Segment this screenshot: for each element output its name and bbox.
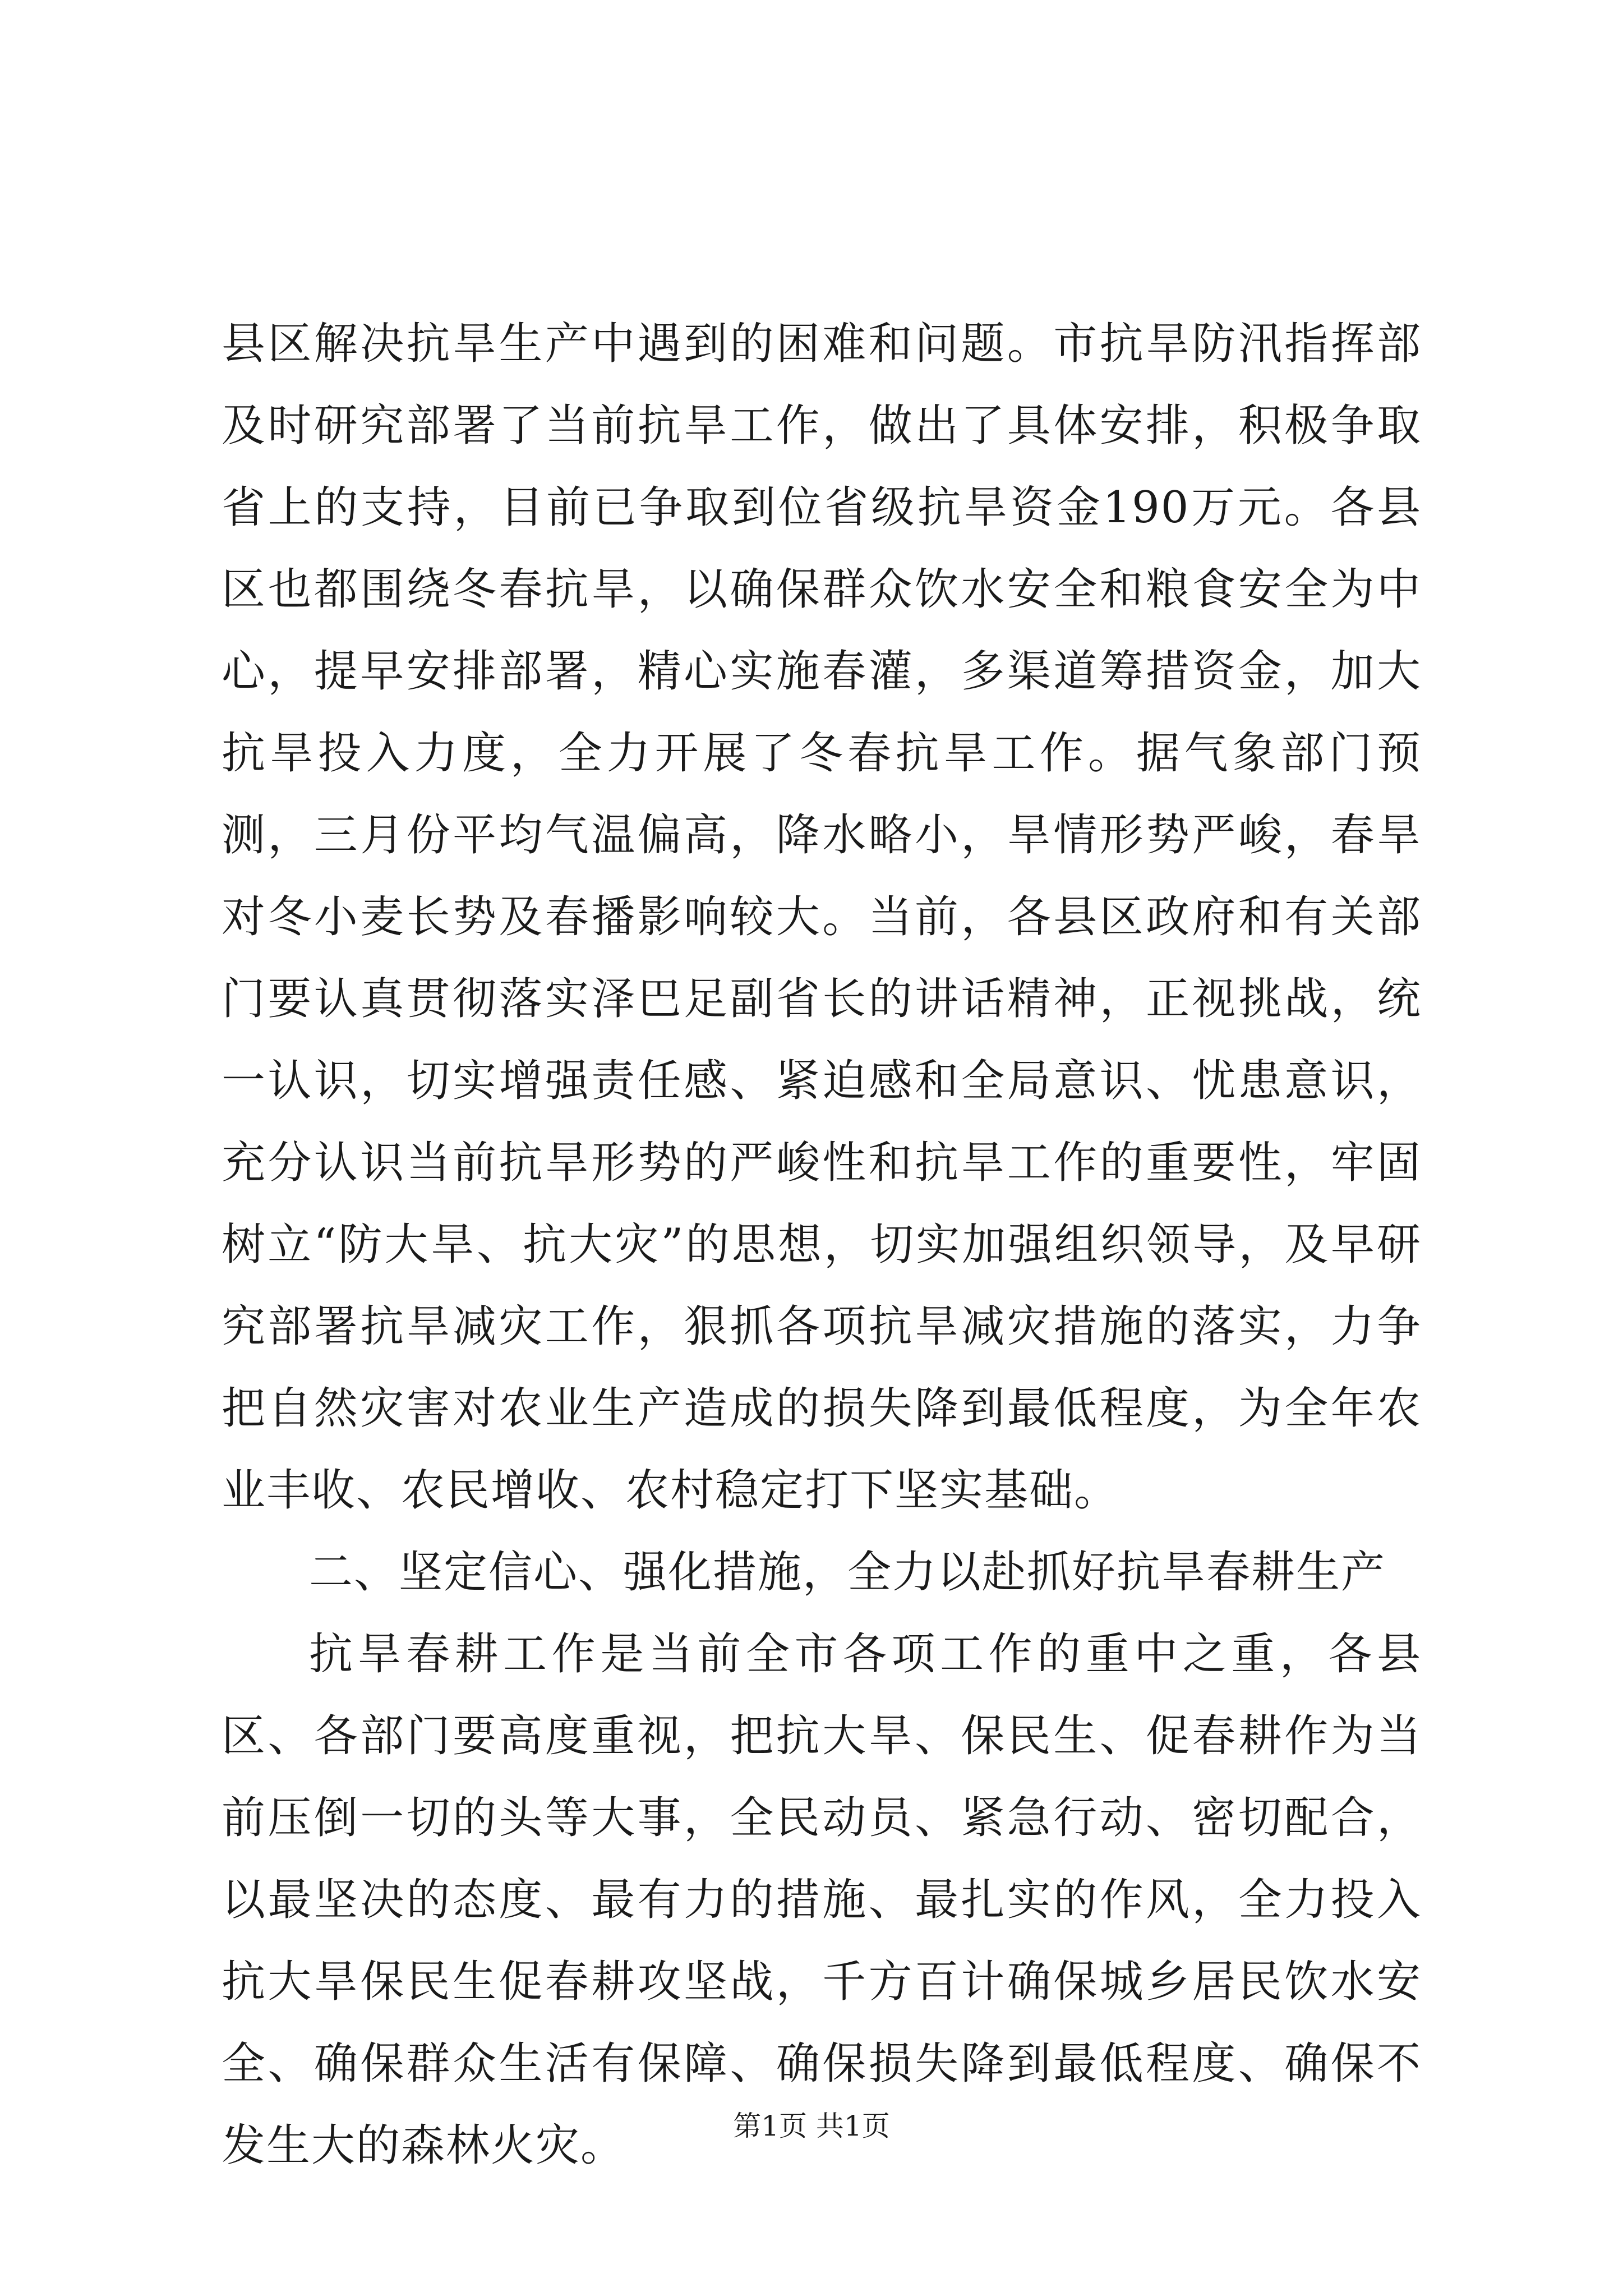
page-number-footer: 第1页 共1页 [733, 2110, 890, 2142]
document-body [222, 303, 1422, 2187]
paragraph-3: 抗旱春耕工作是当前全市各项工作的重中之重，各县区、各部门要高度重视，把抗大旱、保民生、促春耕作为当前压倒一切的头等大事，全民动员、紧急行动、密切配合，以最坚决的态度、最有力的措施、最扎实的作风，全力投入抗大旱保民生促春耕攻坚战，千方百计确保城乡居民饮水安全、确保群众生活有保障、确保损失降到最低程度、确保不发生大的森林火灾。 [222, 1629, 1422, 2171]
paragraph-1: 县区解决抗旱生产中遇到的困难和问题。市抗旱防汛指挥部及时研究部署了当前抗旱工作，做出了具体安排，积极争取省上的支持，目前已争取到位省级抗旱资金190万元。各县区也都围绕冬春抗旱，以确保群众饮水安全和粮食安全为中心，提早安排部署，精心实施春灌，多渠道筹措资金，加大抗旱投入力度，全力开展了冬春抗旱工作。据气象部门预测，三月份平均气温偏高，降水略小，旱情形势严峻，春旱对冬小麦长势及春播影响较大。当前，各县区政府和有关部门要认真贯彻落实泽巴足副省长的讲话精神，正视挑战，统一认识，切实增强责任感、紧迫感和全局意识、忧患意识，充分认识当前抗旱形势的严峻性和抗旱工作的重要性，牢固树立“防大旱、抗大灾”的思想，切实加强组织领导，及早研究部署抗旱减灾工作，狠抓各项抗旱减灾措施的落实，力争把自然灾害对农业生产造成的损失降到最低程度，为全年农业丰收、农民增收、农村稳定打下坚实基础。 [222, 319, 1422, 1516]
section-heading: 二、坚定信心、强化措施，全力以赴抓好抗旱春耕生产 [309, 1547, 1386, 1598]
